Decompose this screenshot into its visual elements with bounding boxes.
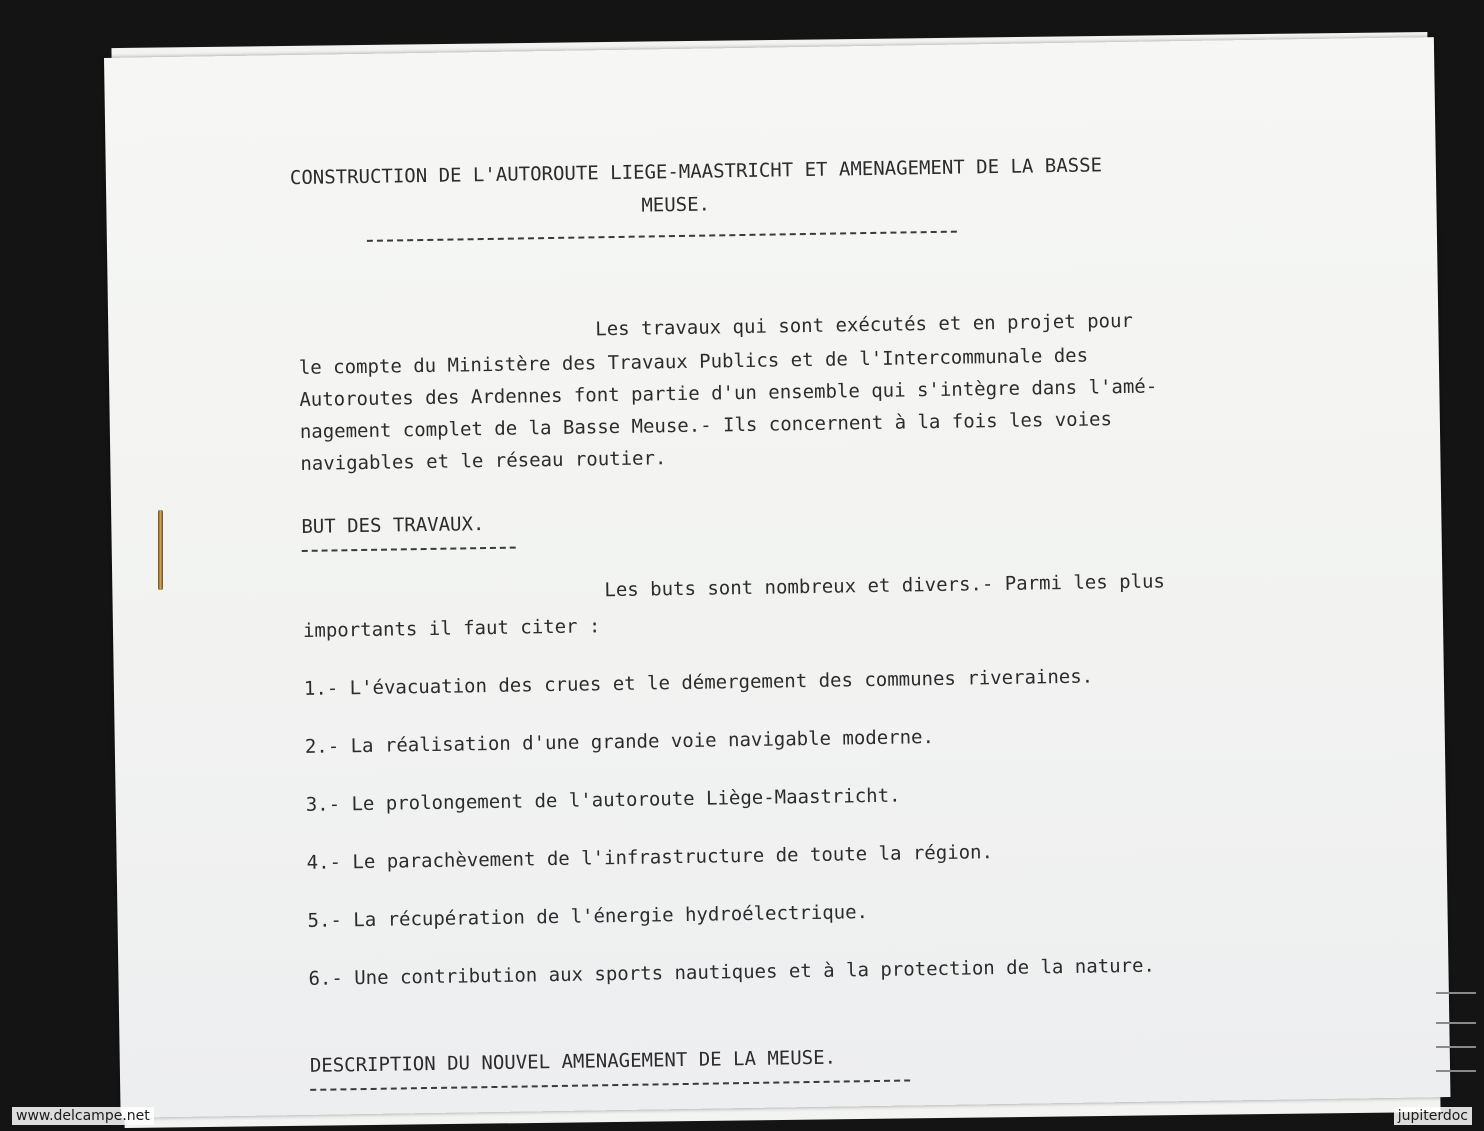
document-page bbox=[104, 37, 1450, 1118]
title-underline bbox=[367, 231, 957, 242]
margin-tick bbox=[1436, 1070, 1476, 1072]
document-title-line-1: CONSTRUCTION DE L'AUTOROUTE LIEGE-MAASTRICHT ET AMENAGEMENT DE LA BASSE bbox=[289, 154, 1103, 190]
list-item-4: 4.- Le parachèvement de l'infrastructure de toute la région. bbox=[306, 841, 994, 874]
intro-line-4: nagement complet de la Basse Meuse.- Ils concernent à la fois les voies bbox=[299, 408, 1113, 443]
intro-line-2: le compte du Ministère des Travaux Publics et de l'Intercommunale des bbox=[298, 344, 1089, 379]
section1-intro-line-1: Les buts sont nombreux et divers.- Parmi les plus bbox=[604, 570, 1166, 602]
watermark-left: www.delcampe.net bbox=[12, 1107, 154, 1125]
margin-tick bbox=[1436, 1022, 1476, 1024]
list-item-6: 6.- Une contribution aux sports nautiques et à la protection de la nature. bbox=[308, 954, 1156, 990]
section1-intro-line-2: importants il faut citer : bbox=[302, 615, 601, 642]
list-item-3: 3.- Le prolongement de l'autoroute Liège-Maastricht. bbox=[305, 784, 901, 816]
margin-tick bbox=[1436, 1046, 1476, 1048]
section-heading-but-underline bbox=[302, 547, 516, 552]
intro-line-5: navigables et le réseau routier. bbox=[300, 447, 667, 475]
margin-tick bbox=[1436, 992, 1476, 994]
intro-line-1: Les travaux qui sont exécutés et en projet pour bbox=[595, 309, 1134, 341]
section-heading-description-underline bbox=[310, 1079, 910, 1090]
section-heading-but: BUT DES TRAVAUX. bbox=[301, 513, 485, 538]
list-item-1: 1.- L'évacuation des crues et le démergement des communes riveraines. bbox=[303, 665, 1094, 700]
watermark-right: jupiterdoc bbox=[1394, 1107, 1472, 1125]
document-title-line-2: MEUSE. bbox=[641, 193, 711, 217]
section-heading-description: DESCRIPTION DU NOUVEL AMENAGEMENT DE LA MEUSE. bbox=[309, 1046, 837, 1077]
list-item-2: 2.- La réalisation d'une grande voie navigable moderne. bbox=[304, 726, 935, 758]
staple bbox=[158, 510, 163, 590]
intro-line-3: Autoroutes des Ardennes font partie d'un ensemble qui s'intègre dans l'amé- bbox=[299, 375, 1158, 411]
list-item-5: 5.- La récupération de l'énergie hydroélectrique. bbox=[307, 901, 869, 932]
